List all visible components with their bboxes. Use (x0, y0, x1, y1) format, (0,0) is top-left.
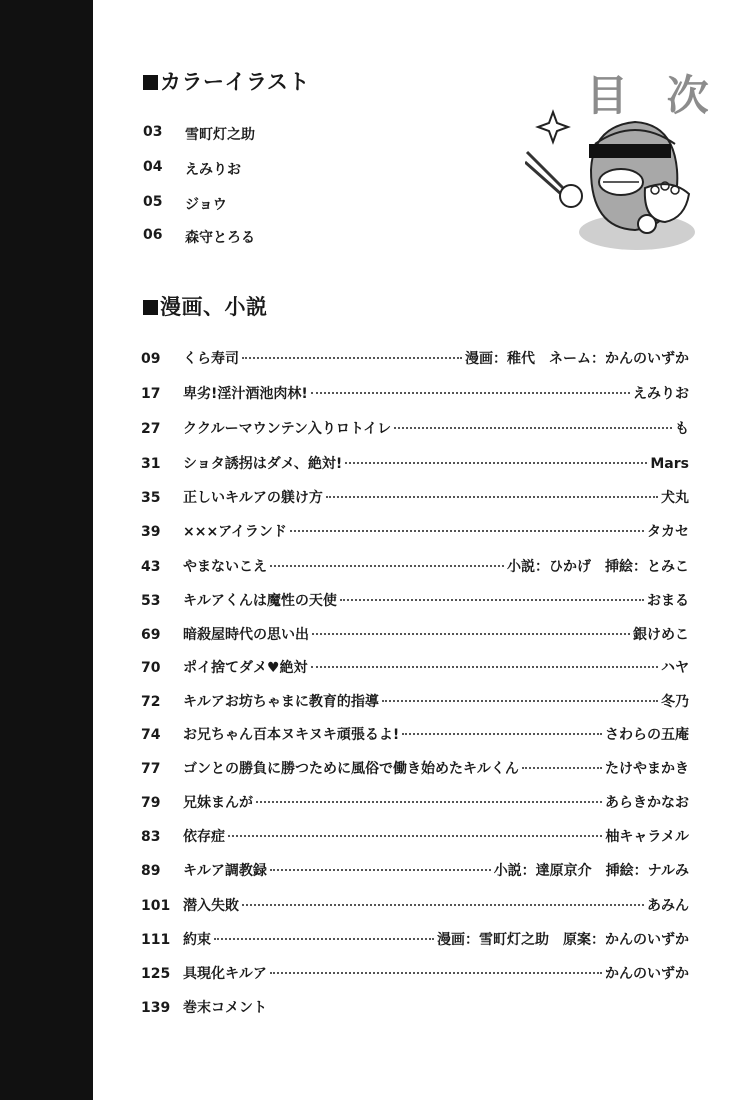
heading-marker-square (143, 300, 158, 315)
toc-entry (141, 521, 689, 541)
entry-title: 兄妹まんが (183, 795, 253, 811)
entry-author: ハヤ (661, 660, 689, 676)
entry-title: くら寿司 (183, 351, 239, 367)
page-number: 06 (143, 227, 163, 243)
dot-leader (382, 700, 658, 702)
entry-title: 潜入失敗 (183, 898, 239, 914)
artist-name: えみりお (185, 162, 241, 178)
entry-title: 正しいキルアの躾け方 (183, 490, 323, 506)
entry-title: ポイ捨てダメ♥絶対 (183, 660, 308, 676)
page-number: 79 (141, 795, 161, 811)
entry-author: 漫画：稚代 ネーム：かんのいずか (465, 351, 689, 367)
page-number: 43 (141, 559, 161, 575)
entry-title: 巻末コメント (183, 1000, 267, 1016)
toc-entry (141, 724, 689, 744)
entry-title: やまないこえ (183, 559, 267, 575)
entry-title: ショタ誘拐はダメ、絶対! (183, 456, 343, 472)
page-number: 89 (141, 863, 161, 879)
page-number: 139 (141, 1000, 171, 1016)
dot-leader (270, 565, 504, 567)
entry-author: 冬乃 (661, 694, 689, 710)
color-item (143, 124, 255, 144)
artist-name: ジョウ (185, 197, 227, 213)
color-item (143, 159, 241, 179)
page-number: 101 (141, 898, 171, 914)
page-number: 72 (141, 694, 161, 710)
entry-title: 具現化キルア (183, 966, 267, 982)
dot-leader (311, 666, 658, 668)
page-number: 69 (141, 627, 161, 643)
entry-author: 漫画：雪町灯之助 原案：かんのいずか (437, 932, 689, 948)
entry-author: えみりお (633, 386, 689, 402)
entry-title: ククルーマウンテン入りロトイレ (183, 421, 392, 437)
entry-author: おまる (647, 593, 689, 609)
toc-entry (141, 418, 689, 438)
dot-leader (522, 767, 602, 769)
page-number: 31 (141, 456, 161, 472)
toc-entry (141, 624, 689, 644)
entry-author: あらきかなお (605, 795, 689, 811)
page-number: 70 (141, 660, 161, 676)
toc-entry (141, 758, 689, 778)
page-number: 04 (143, 159, 163, 175)
entry-author: Mars (650, 456, 689, 472)
entry-author: あみん (647, 898, 689, 914)
artist-name: 雪町灯之助 (185, 127, 255, 143)
entry-title: ゴンとの勝負に勝つために風俗で働き始めたキルくん (183, 761, 519, 777)
entry-title: 約束 (183, 932, 211, 948)
dot-leader (228, 835, 602, 837)
entry-title: キルアお坊ちゃまに教育的指導 (183, 694, 379, 710)
entry-author: 柚キャラメル (605, 829, 689, 845)
entry-title: 依存症 (183, 829, 225, 845)
artist-name: 森守とろる (185, 230, 255, 246)
dot-leader (402, 733, 602, 735)
heading-marker-square (143, 75, 158, 90)
entry-author: も (675, 421, 689, 437)
entry-author: さわらの五庵 (605, 727, 689, 743)
dot-leader (290, 530, 644, 532)
page-title: 目 次 (586, 71, 721, 120)
dot-leader (270, 972, 602, 974)
toc-entry (141, 383, 689, 403)
entry-title: キルアくんは魔性の天使 (183, 593, 337, 609)
page-number: 27 (141, 421, 161, 437)
toc-entry (141, 453, 689, 473)
dot-leader (326, 496, 658, 498)
dot-leader (311, 392, 630, 394)
book-spine-margin (0, 0, 93, 1100)
entry-title: キルア調教録 (183, 863, 267, 879)
entry-author: 銀けめこ (633, 627, 689, 643)
page-number: 35 (141, 490, 161, 506)
page-number: 74 (141, 727, 161, 743)
color-section-heading-text: カラーイラスト (160, 70, 310, 94)
color-section-heading (143, 66, 310, 96)
dot-leader (340, 599, 644, 601)
page-number: 111 (141, 932, 171, 948)
toc-entry (141, 963, 689, 983)
dot-leader (345, 462, 647, 464)
entry-title: 暗殺屋時代の思い出 (183, 627, 309, 643)
toc-entry (141, 691, 689, 711)
entry-author: たけやまかき (605, 761, 689, 777)
page-number: 39 (141, 524, 161, 540)
toc-entry (141, 826, 689, 846)
page-number: 05 (143, 194, 163, 210)
page-number: 09 (141, 351, 161, 367)
toc-entry (141, 348, 689, 368)
toc-entry (141, 556, 689, 576)
toc-page (93, 0, 739, 1100)
color-item (143, 194, 227, 214)
toc-entry (141, 590, 689, 610)
page-number: 125 (141, 966, 171, 982)
page-number: 17 (141, 386, 161, 402)
dot-leader (270, 869, 491, 871)
dot-leader (256, 801, 602, 803)
toc-entry (141, 792, 689, 812)
page-number: 03 (143, 124, 163, 140)
entry-author: 小説：ひかげ 挿絵：とみこ (507, 559, 689, 575)
entry-author: 犬丸 (661, 490, 689, 506)
page-number: 53 (141, 593, 161, 609)
entry-author: タカセ (647, 524, 689, 540)
color-item (143, 227, 255, 247)
toc-entry (141, 860, 689, 880)
manga-section-heading-text: 漫画、小説 (160, 295, 268, 319)
dot-leader (394, 427, 672, 429)
page-number: 77 (141, 761, 161, 777)
mascot-illustration (525, 108, 705, 258)
entry-title: 卑劣!淫汁酒池肉林! (183, 386, 308, 402)
toc-entry (141, 487, 689, 507)
entry-title: お兄ちゃん百本ヌキヌキ頑張るよ! (183, 727, 400, 743)
dot-leader (214, 938, 434, 940)
dot-leader (312, 633, 630, 635)
toc-entry (141, 657, 689, 677)
manga-section-heading (143, 291, 268, 321)
toc-entry (141, 929, 689, 949)
entry-title: ×××アイランド (183, 524, 287, 540)
entry-author: かんのいずか (605, 966, 689, 982)
dot-leader (242, 904, 644, 906)
toc-entry (141, 895, 689, 915)
toc-entry (141, 997, 689, 1017)
dot-leader (242, 357, 462, 359)
entry-author: 小説：達原京介 挿絵：ナルみ (493, 863, 689, 879)
page-number: 83 (141, 829, 161, 845)
